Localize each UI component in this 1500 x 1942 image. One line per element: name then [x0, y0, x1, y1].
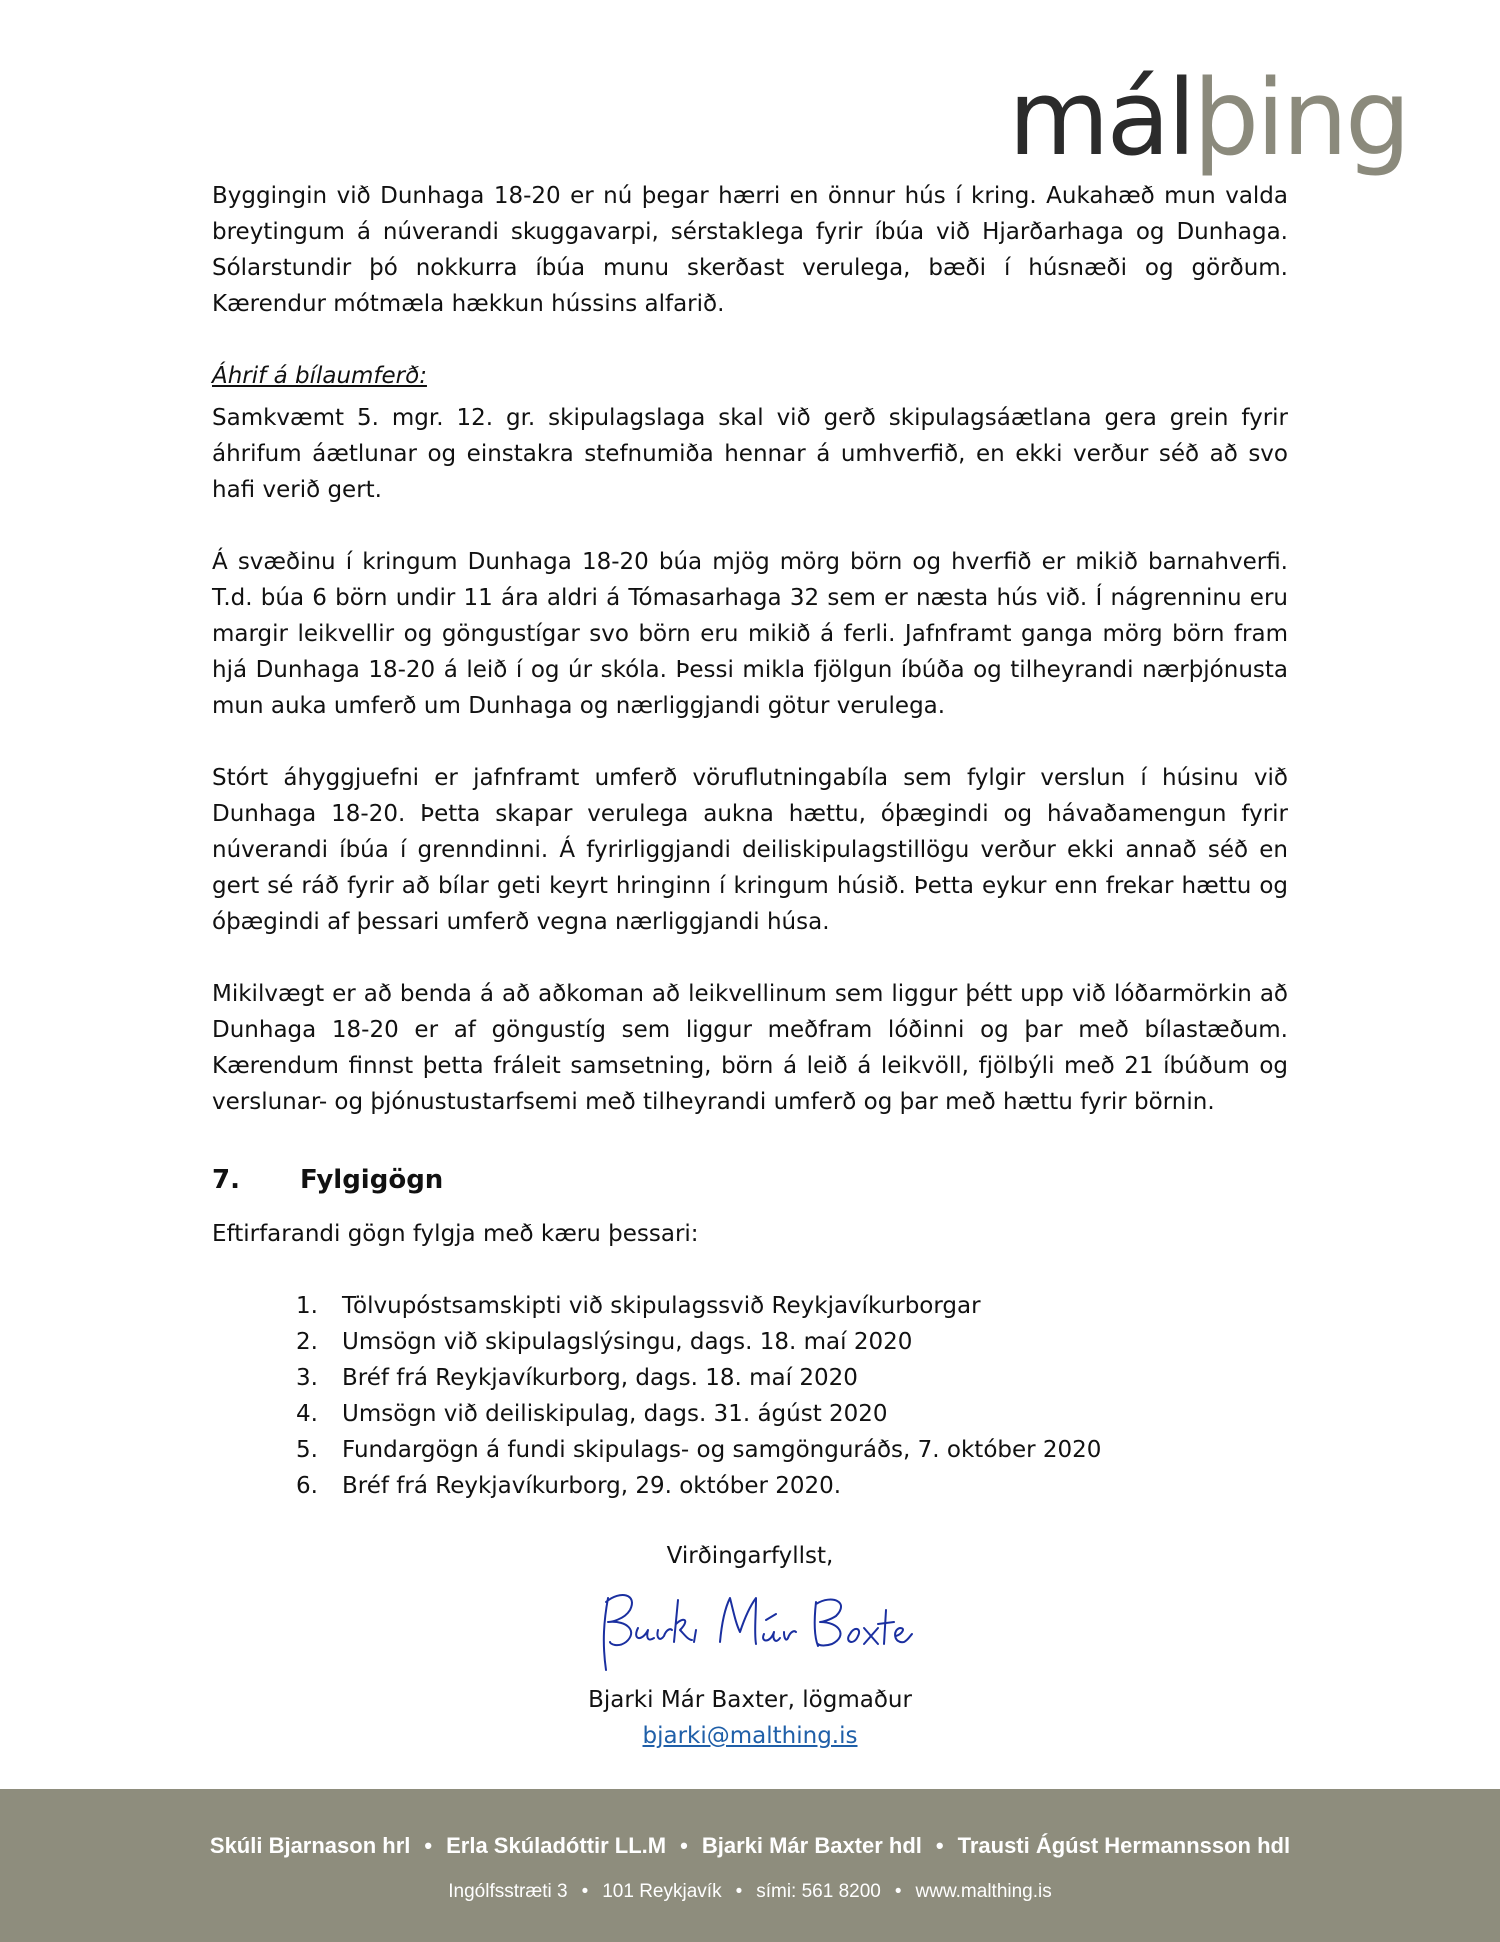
- attachments-intro: Eftirfarandi gögn fylgja með kæru þessari:: [212, 1221, 699, 1247]
- salutation: Virðingarfyllst,: [666, 1543, 834, 1569]
- malthing-logo: [1008, 57, 1408, 179]
- footer-address: Ingólfsstræti 3 • 101 Reykjavík • sími: 561 8200 • www.malthing.is: [448, 1881, 1052, 1902]
- paragraph-playground: Mikilvægt er að benda á að aðkoman að leikvellinum sem liggur þétt upp við lóðarmörkin að Dunhaga 18-20 er af göngustíg sem liggur meðfram lóðinni og þar með bílastæðum. Kærendum finnst þetta fráleit samsetning, börn á leið á leikvöll, fjölbýli með 21 íbúðum og verslunar- og þjónustustarfsemi með tilheyrandi umferð og þar með hættu fyrir börnin.: [212, 981, 1288, 1115]
- logo-part-mal: mál: [1008, 57, 1194, 179]
- traffic-heading: Áhrif á bílaumferð:: [212, 363, 427, 389]
- list-item: 6. Bréf frá Reykjavíkurborg, 29. október 2020.: [296, 1473, 842, 1499]
- paragraph-children: Á svæðinu í kringum Dunhaga 18-20 búa mjög mörg börn og hverfið er mikið barnahverfi. T.d. búa 6 börn undir 11 ára aldri á Tómasarhaga 32 sem er næsta hús við. Í nágrenninu eru margir leikvellir og göngustígar svo börn eru mikið á ferli. Jafnframt ganga mörg börn fram hjá Dunhaga 18-20 á leið í og úr skóla. Þessi mikla fjölgun íbúða og tilheyrandi nærþjónusta mun auka umferð um Dunhaga og nærliggjandi götur verulega.: [212, 549, 1288, 719]
- footer-names: Skúli Bjarnason hrl • Erla Skúladóttir LL.M • Bjarki Már Baxter hdl • Trausti Ágúst Hermannsson hdl: [209, 1833, 1291, 1858]
- list-item: 4. Umsögn við deiliskipulag, dags. 31. ágúst 2020: [296, 1401, 888, 1427]
- logo-part-thing: þing: [1193, 57, 1408, 179]
- section-number: 7.: [212, 1165, 240, 1195]
- letterhead-footer: [0, 1789, 1500, 1942]
- list-item: 1. Tölvupóstsamskipti við skipulagssvið Reykjavíkurborgar: [296, 1293, 981, 1319]
- handwritten-signature: [580, 1580, 920, 1680]
- paragraph-shadow: Byggingin við Dunhaga 18-20 er nú þegar hærri en önnur hús í kring. Aukahæð mun valda breytingum á núverandi skuggavarpi, sérstaklega fyrir íbúa við Hjarðarhaga og Dunhaga. Sólarstundir þó nokkurra íbúa munu skerðast verulega, bæði í húsnæði og görðum. Kærendur mótmæla hækkun hússins alfarið.: [212, 183, 1288, 317]
- section-title: Fylgigögn: [300, 1165, 444, 1195]
- signer-name: Bjarki Már Baxter, lögmaður: [588, 1687, 912, 1713]
- list-item: 3. Bréf frá Reykjavíkurborg, dags. 18. maí 2020: [296, 1365, 858, 1391]
- paragraph-planning-law: Samkvæmt 5. mgr. 12. gr. skipulagslaga skal við gerð skipulagsáætlana gera grein fyrir áhrifum áætlunar og einstakra stefnumiða hennar á umhverfið, en ekki verður séð að svo hafi verið gert.: [212, 405, 1288, 503]
- list-item: 5. Fundargögn á fundi skipulags- og samgönguráðs, 7. október 2020: [296, 1437, 1102, 1463]
- paragraph-trucks: Stórt áhyggjuefni er jafnframt umferð vöruflutningabíla sem fylgir verslun í húsinu við Dunhaga 18-20. Þetta skapar verulega aukna hættu, óþægindi og hávaðamengun fyrir núverandi íbúa í grenndinni. Á fyrirliggjandi deiliskipulagstillögu verður ekki annað séð en gert sé ráð fyrir að bílar geti keyrt hringinn í kringum húsið. Þetta eykur enn frekar hættu og óþægindi af þessari umferð vegna nærliggjandi húsa.: [212, 765, 1288, 935]
- attachments-list: [212, 1288, 1288, 1504]
- list-item: 2. Umsögn við skipulagslýsingu, dags. 18. maí 2020: [296, 1329, 913, 1355]
- letter-body: [212, 178, 1288, 1754]
- section-7-heading: [212, 1162, 1288, 1198]
- email-link[interactable]: bjarki@malthing.is: [642, 1723, 858, 1749]
